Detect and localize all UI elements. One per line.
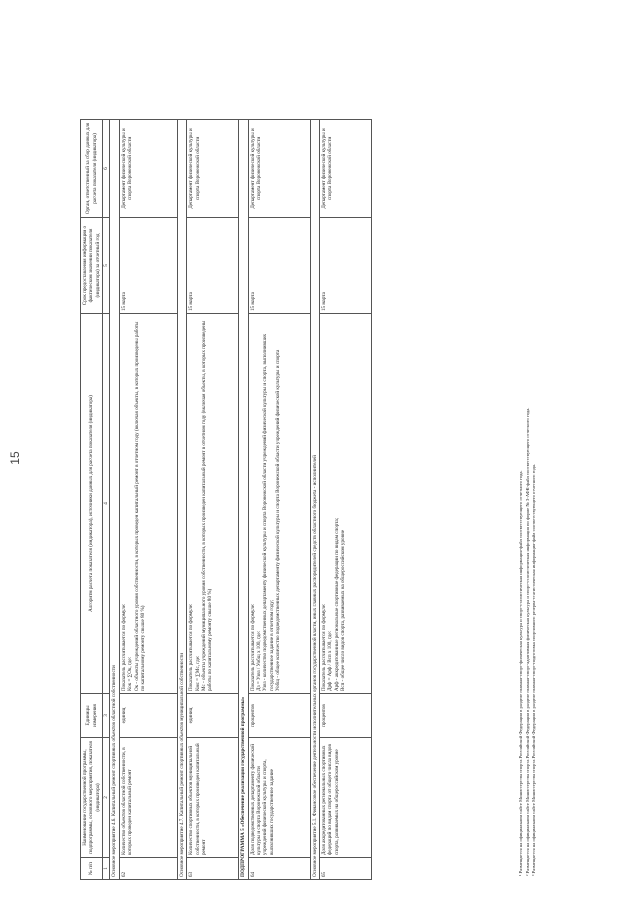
row-deadline: 15 марта [187, 218, 239, 314]
algorithm-line: Показатель рассчитывается по формуле: [249, 603, 256, 691]
footnotes [518, 116, 538, 876]
header-name: Наименование государственной программы, подпрограммы, основного мероприятия, показателя (индикатора) [81, 738, 103, 858]
algorithm-line: Показатель рассчитывается по формуле: [188, 603, 195, 691]
algorithm-line: Кок = ∑Ок, где: [127, 656, 134, 691]
row-deadline: 15 марта [248, 218, 310, 314]
rotated-page [80, 20, 620, 880]
col-number: 4 [103, 314, 110, 694]
section-title: Основное мероприятие 4.6. Капитальный ремонт спортивных объектов областной собственности [110, 120, 119, 880]
col-number: 1 [103, 858, 110, 880]
table-header-row [81, 120, 103, 880]
footnote: ¹ Размещается на официальном сайте Министерства спорта Российской Федерации в разделе главная-спорт-физическая культура и спорт-статистическая информация-файл соответствующего отчетного года. [518, 470, 523, 876]
footnote: ² Размещается на официальном сайте Министерства спорта Российской Федерации в разделе главная-спорт-адаптивная физическая культура и спорт-статистическая информация по форме № 3-АФК-файл соответствующего отчетного года. [524, 407, 530, 876]
row-algorithm [248, 314, 310, 694]
header-deadline: Срок предоставления информации о фактическом значении показателя (индикатора) за отчетный год [81, 218, 103, 314]
row-responsible: Департамент физической культуры и спорта Воронежской области [187, 120, 239, 218]
indicator-table [80, 119, 372, 880]
section-title: Основное мероприятие 5.1. Финансовое обеспечение деятельности исполнительных органов государственной власти, иных главных распорядителей средств областного бюджета - исполнителей [310, 120, 319, 880]
row-unit: единиц [187, 694, 239, 738]
algorithm-line: Всп - общее число видов спорта, развиваемых на общероссийском уровне [339, 530, 346, 691]
col-number: 3 [103, 694, 110, 738]
row-deadline: 15 марта [319, 218, 371, 314]
row-name: Доля аккредитованных региональных спортивных федераций по видам спорта от общего числа видов спорта, развиваемых на общероссийском уровне [319, 738, 371, 858]
algorithm-line: Уобщ - общее количество подведомственных департаменту физической культуры и спорта Воронежской области учреждений физической культуры и спорта [274, 349, 281, 691]
row-num: 63 [187, 858, 239, 880]
footnote: ³ Размещается на официальном сайте Министерства спорта Российской Федерации в разделе главная-спорт-подготовка спортивного резерва-статистическая информация-файл соответствующего отчетного года. [531, 463, 537, 876]
algorithm-line: Показатель рассчитывается по формуле: [120, 603, 127, 691]
col-number: 2 [103, 738, 110, 858]
col-number: 6 [103, 120, 110, 218]
row-unit: процентов [319, 694, 371, 738]
row-algorithm [319, 314, 371, 694]
header-algorithm: Алгоритм расчета показателя (индикатора), источники данных для расчета показателя (индикатора) [81, 314, 103, 694]
row-responsible: Департамент физической культуры и спорта Воронежской области [119, 120, 177, 218]
row-responsible: Департамент физической культуры и спорта Воронежской области [319, 120, 371, 218]
algorithm-line: Узвз - количество подведомственных департаменту физической культуры и спорта Воронежской области учреждений физической культуры и спорта, выполнивших государственное задание в отчетном году; [262, 333, 275, 691]
header-num: № п/п [81, 858, 103, 880]
row-name: Количество спортивных объектов муниципальной собственности, в которых произведен капитальный ремонт [187, 738, 239, 858]
row-num: 62 [119, 858, 177, 880]
algorithm-line: Дз = Узвз / Уобщ х 100, где: [255, 630, 262, 691]
page-number: 15 [8, 451, 22, 465]
algorithm-line: Мс - объекты учреждений муниципального уровня собственности, в которых произведен капитальный ремонт в отчетном году (включая объекты, в которых произведены работы по капитальному ремонту свыше 80 %) [200, 320, 214, 691]
row-deadline: 15 марта [119, 218, 177, 314]
algorithm-line: Арф - аккредитованные региональные спортивные федерации по видам спорта; [333, 517, 340, 691]
row-responsible: Департамент физической культуры и спорта Воронежской области [248, 120, 310, 218]
row-name: Доля подведомственных департаменту физической культуры и спорта Воронежской области учреждений физической культуры и спорта, выполнивших государственное задание [248, 738, 310, 858]
row-unit: процентов [248, 694, 310, 738]
table-row [319, 120, 371, 880]
section-title-row [177, 120, 186, 880]
col-number: 5 [103, 218, 110, 314]
row-num: 65 [319, 858, 371, 880]
algorithm-line: Показатель рассчитывается по формуле: [320, 603, 327, 691]
column-number-row [103, 120, 110, 880]
row-algorithm [119, 314, 177, 694]
subprogram-title: ПОДПРОГРАММА 5 «Обеспечение реализации государственной программы» [239, 120, 248, 880]
row-num: 64 [248, 858, 310, 880]
section-title: Основное мероприятие 4.7. Капитальный ремонт спортивных объектов муниципальной собственности [177, 120, 186, 880]
table-row [187, 120, 239, 880]
algorithm-line: Дрф = Арф / Всп х 100, где: [327, 631, 334, 691]
row-unit: единиц [119, 694, 177, 738]
header-unit: Единицы измерения [81, 694, 103, 738]
section-title-row [310, 120, 319, 880]
algorithm-line: Ок - объекты учреждений областного уровня собственности, в которых проведен капитальный ремонт в отчетном году (включая объекты, в которых произведены работы по капитальному ремонту свыше 80 %) [133, 321, 146, 691]
algorithm-line: Кмс = ∑Мс, где: [194, 655, 201, 691]
section-title-row [239, 120, 248, 880]
header-responsible: Орган, ответственный за сбор данных для расчета показателя (индикатора) [81, 120, 103, 218]
row-algorithm [187, 314, 239, 694]
section-title-row [110, 120, 119, 880]
table-row [119, 120, 177, 880]
table-row [248, 120, 310, 880]
row-name: Количество объектов областной собственности, в которых проведен капитальный ремонт [119, 738, 177, 858]
